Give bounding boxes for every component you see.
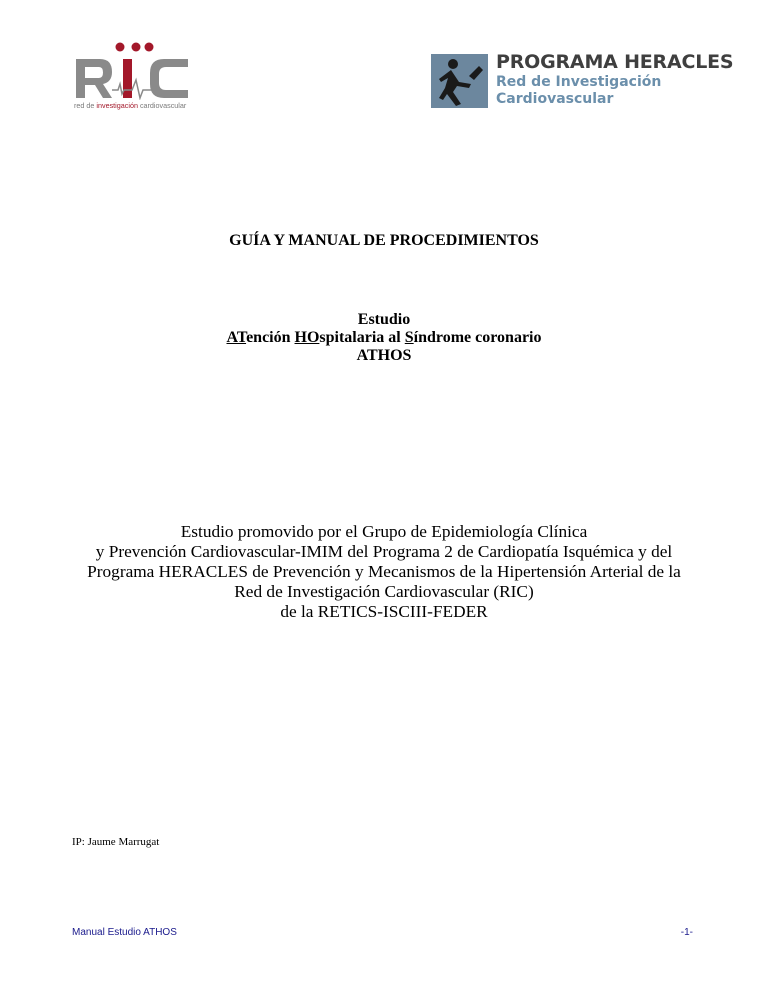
ric-logo-mark bbox=[74, 42, 194, 100]
ric-logo bbox=[74, 42, 194, 114]
study-name bbox=[0, 329, 768, 347]
page-number: -1- bbox=[680, 927, 693, 938]
promoted-by-line: Red de Investigación Cardiovascular (RIC) bbox=[234, 582, 534, 601]
study-name-initial: S bbox=[404, 329, 414, 346]
study-name-initial: AT bbox=[226, 329, 247, 346]
promoted-by-line: y Prevención Cardiovascular-IMIM del Programa 2 de Cardiopatía Isquémica y del bbox=[95, 542, 673, 561]
promoted-by-paragraph bbox=[0, 522, 768, 622]
study-name-initial: HO bbox=[294, 329, 320, 346]
runner-icon bbox=[431, 54, 488, 108]
promoted-by-line: de la RETICS-ISCIII-FEDER bbox=[280, 602, 488, 621]
study-block bbox=[0, 311, 768, 365]
document-title: GUÍA Y MANUAL DE PROCEDIMIENTOS bbox=[229, 232, 539, 249]
study-name-text: spitalaria al bbox=[319, 329, 405, 346]
heracles-subtitle-line1: Red de Investigación bbox=[496, 74, 662, 90]
ric-tagline: red de investigación cardiovascular bbox=[74, 101, 187, 110]
footer-document-name: Manual Estudio ATHOS bbox=[72, 927, 177, 938]
study-name-text: ención bbox=[246, 329, 295, 346]
promoted-by-line: Programa HERACLES de Prevención y Mecanismos de la Hipertensión Arterial de la bbox=[87, 562, 681, 581]
heracles-title: PROGRAMA HERACLES bbox=[496, 51, 734, 73]
principal-investigator: IP: Jaume Marrugat bbox=[72, 836, 160, 848]
heracles-logo bbox=[431, 51, 734, 108]
promoted-by-line: Estudio promovido por el Grupo de Epidemiología Clínica bbox=[180, 522, 588, 541]
study-label: Estudio bbox=[357, 311, 411, 328]
heracles-subtitle-line2: Cardiovascular bbox=[496, 91, 614, 107]
study-acronym: ATHOS bbox=[356, 347, 412, 364]
study-name-text: índrome coronario bbox=[413, 329, 542, 346]
